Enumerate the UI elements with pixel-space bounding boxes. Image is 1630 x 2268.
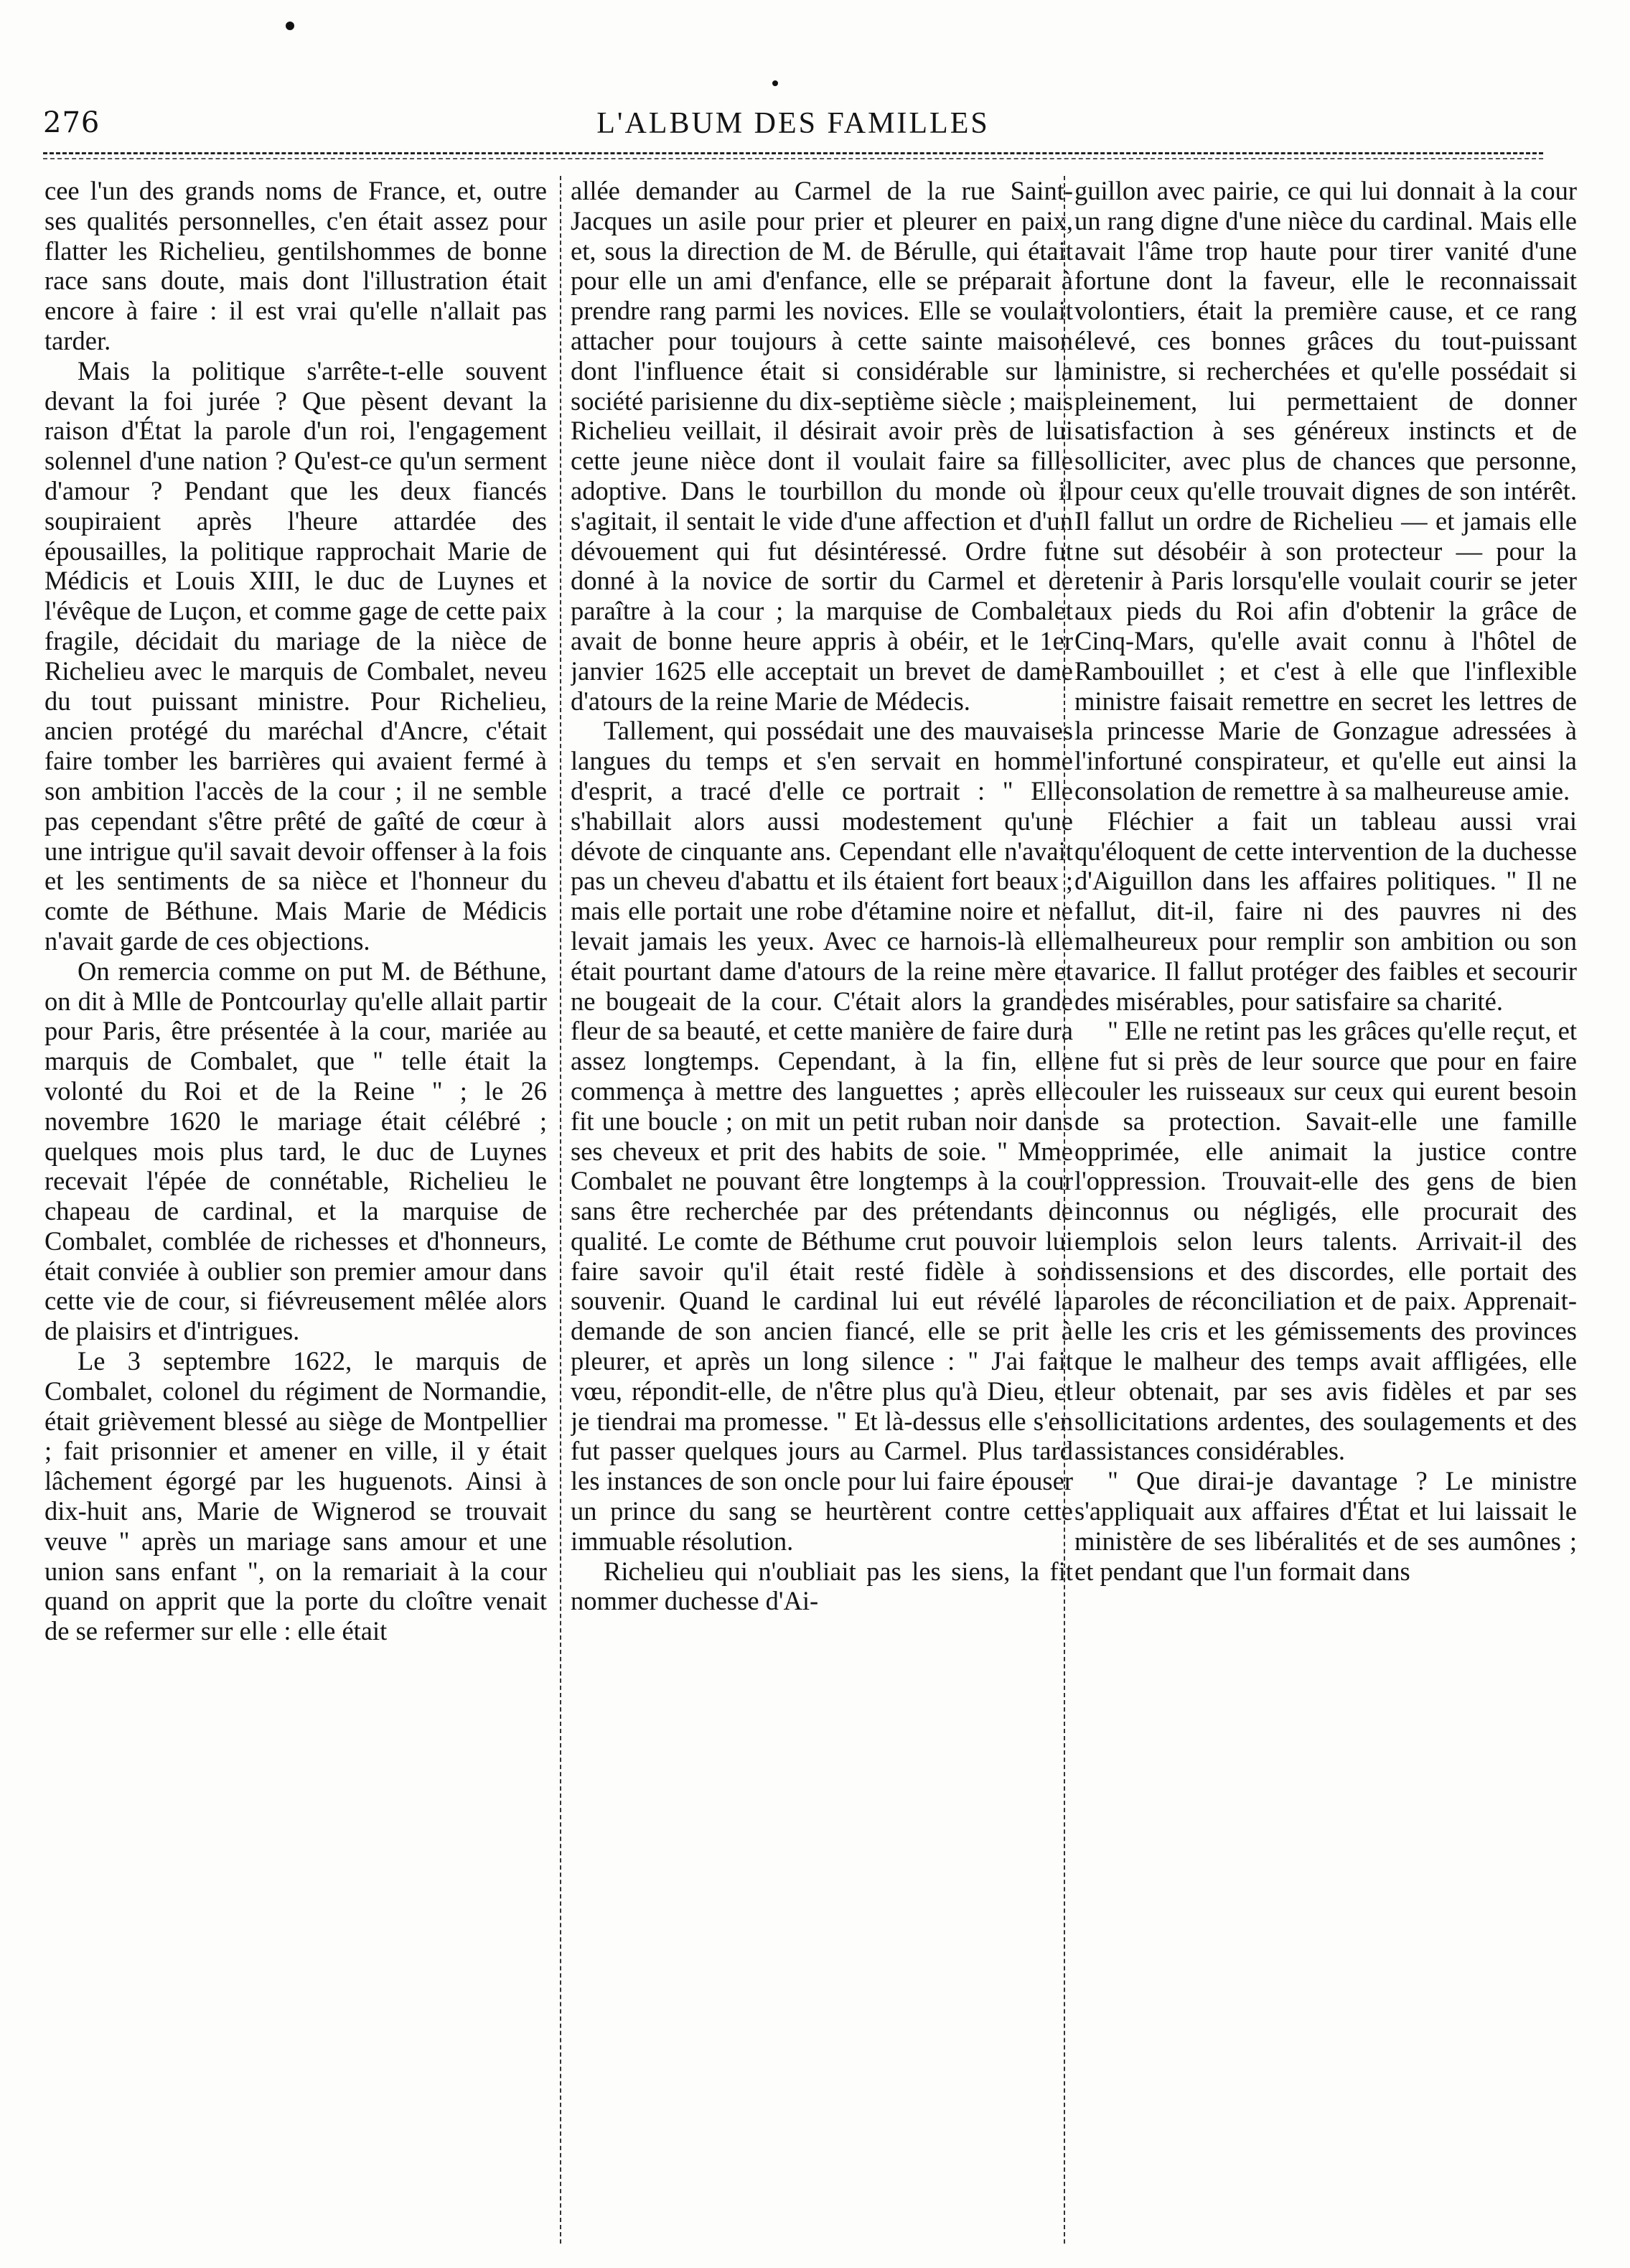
paragraph: Le 3 septembre 1622, le marquis de Combalet, colonel du régiment de Normandie, était grièvement blessé au siège de Montpellier ; fait prisonnier et amener en ville, il y était lâchement égorgé par les huguenots. Ainsi à dix-huit ans, Marie de Wignerod se trouvait veuve " après un mariage sans amour et une union sans enfant ", on la remariait à la cour quand on apprit que la porte du cloître venait de se refermer sur elle : elle était bbox=[45, 1346, 547, 1646]
paragraph: cee l'un des grands noms de France, et, outre ses qualités personnelles, c'en était assez pour flatter les Richelieu, gentilshommes de bonne race sans doute, mais dont l'illustration était encore à faire : il est vrai qu'elle n'allait pas tarder. bbox=[45, 176, 547, 355]
paragraph: guillon avec pairie, ce qui lui donnait à la cour un rang digne d'une nièce du cardinal. Mais elle avait l'âme trop haute pour tirer vanité d'une fortune dont la faveur, elle le reconnaissait volontiers, était la première cause, et ce rang élevé, ces bonnes grâces du tout-puissant ministre, si recherchées et qu'elle possédait si pleinement, lui permettaient de donner satisfaction à ses généreux instincts et de solliciter, avec plus de chances que personne, pour ceux qu'elle trouvait dignes de son intérêt. Il fallut un ordre de Richelieu — et jamais elle ne sut désobéir à son protecteur — pour la retenir à Paris lorsqu'elle voulait courir se jeter aux pieds du Roi afin d'obtenir la grâce de Cinq-Mars, qu'elle avait connu à l'hôtel de Rambouillet ; et c'est à elle que l'inflexible ministre faisait remettre en secret les lettres de la princesse Marie de Gonzague adressées à l'infortuné conspirateur, et qu'elle eut ainsi la consolation de remettre à sa malheureuse amie. bbox=[1074, 176, 1577, 806]
text-column-3 bbox=[1074, 176, 1577, 2244]
ink-speck bbox=[772, 80, 778, 86]
paragraph: Fléchier a fait un tableau aussi vrai qu'éloquent de cette intervention de la duchesse d'Aiguillon dans les affaires politiques. " Il ne fallut, dit-il, faire ni des pauvres ni des malheureux pour remplir son ambition ou son avarice. Il fallut protéger des faibles et secourir des misérables, pour satisfaire sa charité. bbox=[1074, 806, 1577, 1016]
running-title: L'ALBUM DES FAMILLES bbox=[596, 107, 990, 140]
header-rule bbox=[43, 152, 1543, 159]
paragraph: allée demander au Carmel de la rue Saint-Jacques un asile pour prier et pleurer en paix, et, sous la direction de M. de Bérulle, qui était pour elle un ami d'enfance, elle se préparait à prendre rang parmi les novices. Elle se voulait attacher pour toujours à cette sainte maison dont l'influence était si considérable sur la société parisienne du dix-septième siècle ; mais Richelieu veillait, il désirait avoir près de lui cette jeune nièce dont il voulait faire sa fille adoptive. Dans le tourbillon du monde où il s'agitait, il sentait le vide d'une affection et d'un dévouement qui fut désintéressé. Ordre fut donné à la novice de sortir du Carmel et de paraître à la cour ; la marquise de Combalet avait de bonne heure appris à obéir, et le 1er janvier 1625 elle acceptait un brevet de dame d'atours de la reine Marie de Médecis. bbox=[571, 176, 1073, 716]
paragraph: Mais la politique s'arrête-t-elle souvent devant la foi jurée ? Que pèsent devant la raison d'État la parole d'un roi, l'engagement solennel d'une nation ? Qu'est-ce qu'un serment d'amour ? Pendant que les deux fiancés soupiraient après l'heure attardée des épousailles, la politique rapprochait Marie de Médicis et Louis XIII, le duc de Luynes et l'évêque de Luçon, et comme gage de cette paix fragile, décidait du mariage de la nièce de Richelieu avec le marquis de Combalet, neveu du tout puissant ministre. Pour Richelieu, ancien protégé du maréchal d'Ancre, c'était faire tomber les barrières qui avaient fermé à son ambition l'accès de la cour ; il ne semble pas cependant s'être prêté de gaîté de cœur à une intrigue qu'il savait devoir offenser à la fois et les sentiments de sa nièce et l'honneur du comte de Béthune. Mais Marie de Médicis n'avait garde de ces objections. bbox=[45, 355, 547, 956]
page-header bbox=[43, 106, 1543, 149]
page-number: 276 bbox=[43, 106, 100, 139]
text-column-1 bbox=[45, 176, 547, 2244]
column-divider bbox=[1064, 176, 1065, 2244]
paragraph: On remercia comme on put M. de Béthune, on dit à Mlle de Pontcourlay qu'elle allait partir pour Paris, être présentée à la cour, mariée au marquis de Combalet, que " telle était la volonté du Roi et de la Reine " ; le 26 novembre 1620 le mariage était célébré ; quelques mois plus tard, le duc de Luynes recevait l'épée de connétable, Richelieu le chapeau de cardinal, et la marquise de Combalet, comblée de richesses et d'honneurs, était conviée à oublier son premier amour dans cette vie de cour, si fiévreusement mêlée alors de plaisirs et d'intrigues. bbox=[45, 956, 547, 1346]
paragraph: Tallement, qui possédait une des mauvaises langues du temps et s'en servait en homme d'esprit, a tracé d'elle ce portrait : " Elle s'habillait alors aussi modestement qu'une dévote de cinquante ans. Cependant elle n'avait pas un cheveu d'abattu et ils étaient fort beaux ; mais elle portait une robe d'étamine noire et ne levait jamais les yeux. Avec ce harnois-là elle était pourtant dame d'atours de la reine mère et ne bougeait de la cour. C'était alors la grande fleur de sa beauté, et cette manière de faire dura assez longtemps. Cependant, à la fin, elle commença à mettre des languettes ; après elle fit une boucle ; on mit un petit ruban noir dans ses cheveux et prit des habits de soie. " Mme Combalet ne pouvant être longtemps à la cour sans être recherchée par des prétendants de qualité. Le comte de Béthume crut pouvoir lui faire savoir qu'il était resté fidèle à son souvenir. Quand le cardinal lui eut révélé la demande de son ancien fiancé, elle se prit à pleurer, et après un long silence : " J'ai fait vœu, répondit-elle, de n'être plus qu'à Dieu, et je tiendrai ma promesse. " Et là-dessus elle s'en fut passer quelques jours au Carmel. Plus tard les instances de son oncle pour lui faire épouser un prince du sang se heurtèrent contre cette immuable résolution. bbox=[571, 716, 1073, 1556]
ink-speck bbox=[286, 22, 294, 30]
paragraph: " Que dirai-je davantage ? Le ministre s'appliquait aux affaires d'État et lui laissait le ministère de ses libéralités et de ses aumônes ; et pendant que l'un formait dans bbox=[1074, 1466, 1577, 1586]
column-divider bbox=[560, 176, 561, 2244]
paragraph: Richelieu qui n'oubliait pas les siens, la fit nommer duchesse d'Ai- bbox=[571, 1556, 1073, 1616]
paragraph: " Elle ne retint pas les grâces qu'elle reçut, et ne fut si près de leur source que pour en faire couler les ruisseaux sur ceux qui eurent besoin de sa protection. Savait-elle une famille opprimée, elle animait la justice contre l'oppression. Trouvait-elle des gens de bien inconnus ou négligés, elle procurait des emplois selon leurs talents. Arrivait-il des dissensions et des discordes, elle portait des paroles de réconciliation et de paix. Apprenait-elle les cris et les gémissements des provinces que le malheur des temps avait affligées, elle leur obtenait, par ses avis fidèles et par ses sollicitations ardentes, des soulagements et des assistances considérables. bbox=[1074, 1016, 1577, 1466]
text-column-2 bbox=[571, 176, 1073, 2244]
